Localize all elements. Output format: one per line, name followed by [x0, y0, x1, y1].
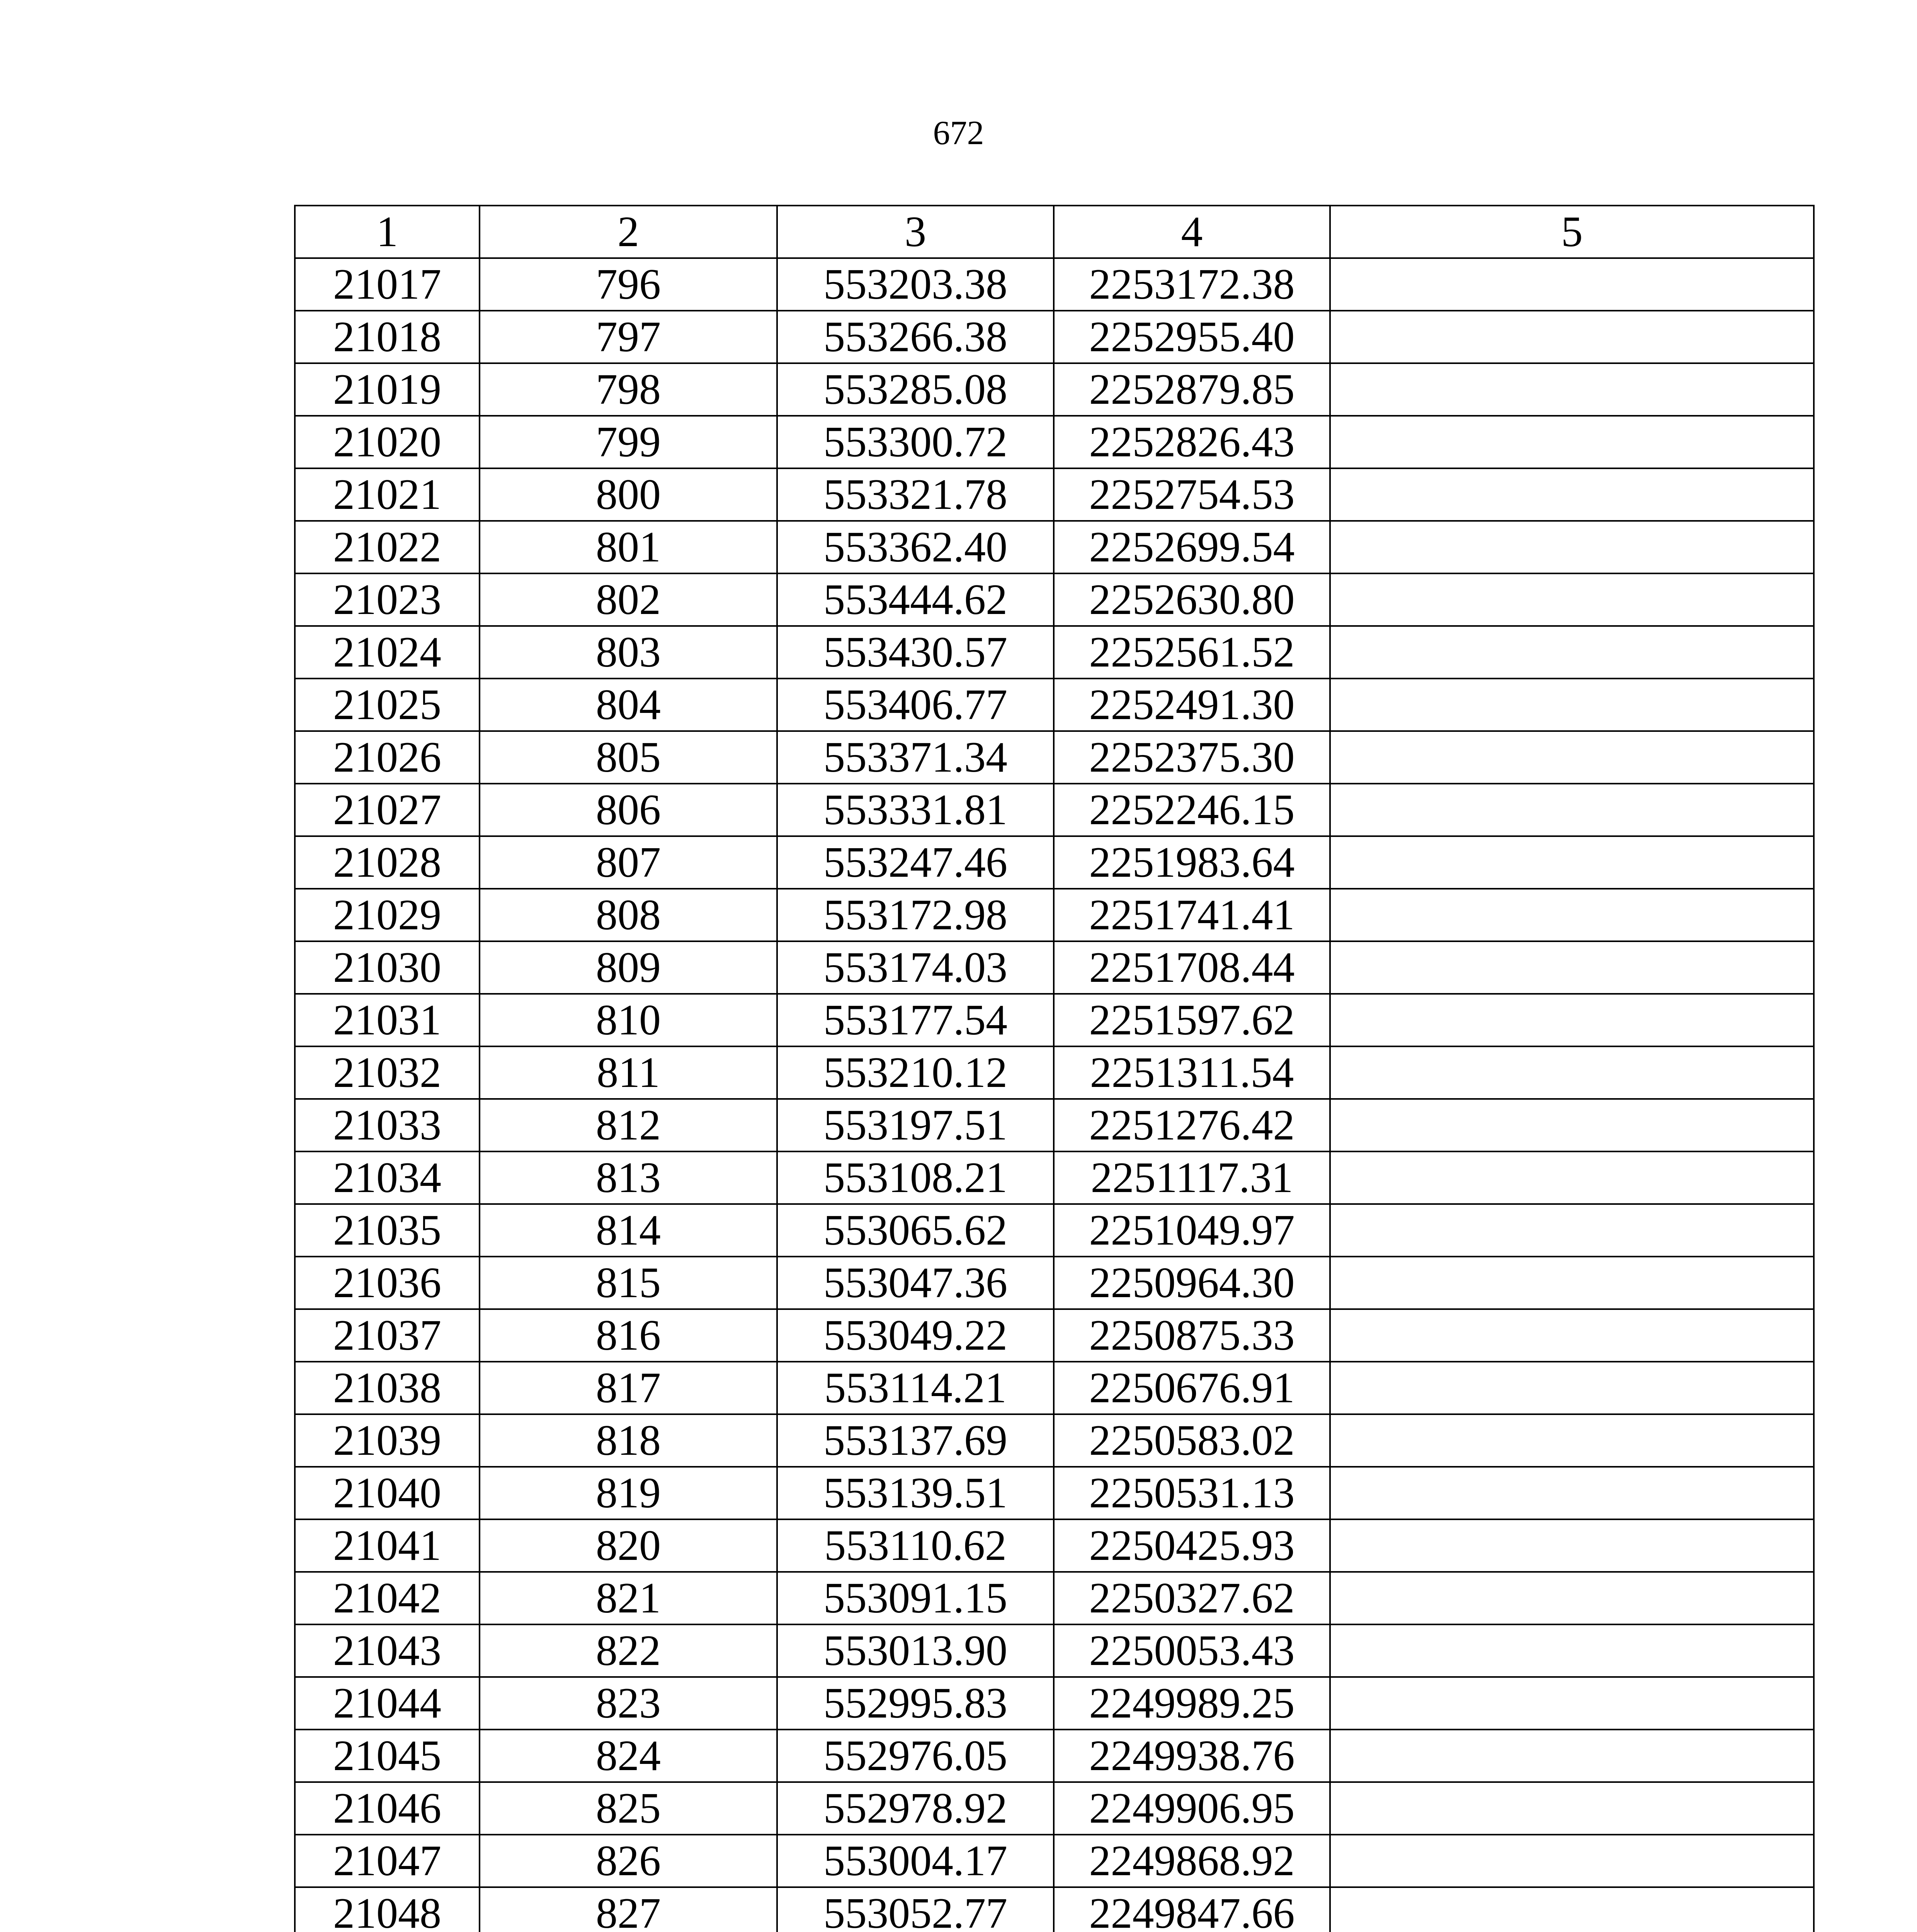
table-row	[295, 1257, 1814, 1309]
table-cell-col-3: 553430.57	[777, 626, 1054, 679]
table-cell-col-5	[1330, 1677, 1814, 1730]
table-cell-col-5	[1330, 1414, 1814, 1467]
table-cell-col-5	[1330, 1046, 1814, 1099]
table-row	[295, 626, 1814, 679]
table-cell-col-5	[1330, 1624, 1814, 1677]
table-cell-col-5	[1330, 468, 1814, 521]
table-row	[295, 679, 1814, 731]
table-cell-col-2: 826	[480, 1835, 777, 1887]
table-cell-col-5	[1330, 521, 1814, 573]
table-cell-col-3: 553065.62	[777, 1204, 1054, 1257]
table-cell-col-3: 553321.78	[777, 468, 1054, 521]
table-cell-col-1: 21045	[295, 1730, 480, 1782]
table-row	[295, 521, 1814, 573]
table-cell-col-1: 21047	[295, 1835, 480, 1887]
table-cell-col-1: 21030	[295, 941, 480, 994]
table-cell-col-3: 553091.15	[777, 1572, 1054, 1624]
table-row	[295, 1467, 1814, 1519]
table-cell-col-1: 21043	[295, 1624, 480, 1677]
table-cell-col-2: 821	[480, 1572, 777, 1624]
table-cell-col-1: 21028	[295, 836, 480, 889]
table-cell-col-5	[1330, 784, 1814, 836]
table-cell-col-2: 820	[480, 1519, 777, 1572]
table-cell-col-4: 2252375.30	[1054, 731, 1330, 784]
table-cell-col-3: 553172.98	[777, 889, 1054, 941]
table-cell-col-4: 2251708.44	[1054, 941, 1330, 994]
table-cell-col-2: 816	[480, 1309, 777, 1362]
table-cell-col-2: 797	[480, 311, 777, 363]
table-cell-col-5	[1330, 1730, 1814, 1782]
table-cell-col-2: 810	[480, 994, 777, 1046]
table-cell-col-1: 21037	[295, 1309, 480, 1362]
table-cell-col-4: 2250425.93	[1054, 1519, 1330, 1572]
table-cell-col-1: 21033	[295, 1099, 480, 1151]
table-cell-col-4: 2250053.43	[1054, 1624, 1330, 1677]
table-cell-col-3: 553047.36	[777, 1257, 1054, 1309]
table-row	[295, 1362, 1814, 1414]
table-row	[295, 994, 1814, 1046]
coordinates-table	[294, 205, 1815, 1932]
table-cell-col-4: 2251741.41	[1054, 889, 1330, 941]
column-header-1: 1	[295, 206, 480, 258]
table-cell-col-1: 21018	[295, 311, 480, 363]
table-cell-col-5	[1330, 1887, 1814, 1932]
table-cell-col-5	[1330, 679, 1814, 731]
table-row	[295, 1099, 1814, 1151]
table-cell-col-2: 807	[480, 836, 777, 889]
table-row	[295, 1519, 1814, 1572]
table-cell-col-3: 553013.90	[777, 1624, 1054, 1677]
table-cell-col-3: 553108.21	[777, 1151, 1054, 1204]
table-cell-col-3: 553139.51	[777, 1467, 1054, 1519]
table-cell-col-5	[1330, 889, 1814, 941]
table-cell-col-3: 553285.08	[777, 363, 1054, 416]
table-cell-col-3: 553049.22	[777, 1309, 1054, 1362]
table-row	[295, 1204, 1814, 1257]
table-cell-col-5	[1330, 1362, 1814, 1414]
table-cell-col-3: 553266.38	[777, 311, 1054, 363]
table-cell-col-4: 2252955.40	[1054, 311, 1330, 363]
table-cell-col-1: 21027	[295, 784, 480, 836]
table-cell-col-2: 800	[480, 468, 777, 521]
table-cell-col-4: 2252491.30	[1054, 679, 1330, 731]
table-cell-col-2: 814	[480, 1204, 777, 1257]
table-cell-col-2: 801	[480, 521, 777, 573]
table-cell-col-4: 2250875.33	[1054, 1309, 1330, 1362]
table-cell-col-3: 553371.34	[777, 731, 1054, 784]
table-cell-col-5	[1330, 573, 1814, 626]
table-cell-col-1: 21041	[295, 1519, 480, 1572]
table-cell-col-5	[1330, 416, 1814, 468]
table-cell-col-1: 21025	[295, 679, 480, 731]
table-cell-col-1: 21034	[295, 1151, 480, 1204]
table-header-row	[295, 206, 1814, 258]
table-cell-col-4: 2252879.85	[1054, 363, 1330, 416]
table-cell-col-4: 2252699.54	[1054, 521, 1330, 573]
table-cell-col-1: 21031	[295, 994, 480, 1046]
table-cell-col-4: 2252826.43	[1054, 416, 1330, 468]
table-cell-col-1: 21036	[295, 1257, 480, 1309]
table-cell-col-5	[1330, 1257, 1814, 1309]
table-cell-col-1: 21048	[295, 1887, 480, 1932]
table-cell-col-2: 812	[480, 1099, 777, 1151]
table-cell-col-2: 803	[480, 626, 777, 679]
table-cell-col-5	[1330, 941, 1814, 994]
table-cell-col-2: 808	[480, 889, 777, 941]
table-cell-col-5	[1330, 1204, 1814, 1257]
table-row	[295, 1782, 1814, 1835]
table-cell-col-1: 21032	[295, 1046, 480, 1099]
table-cell-col-2: 819	[480, 1467, 777, 1519]
table-cell-col-3: 553210.12	[777, 1046, 1054, 1099]
table-cell-col-4: 2252754.53	[1054, 468, 1330, 521]
column-header-2: 2	[480, 206, 777, 258]
table-cell-col-5	[1330, 1572, 1814, 1624]
table-cell-col-4: 2253172.38	[1054, 258, 1330, 311]
table-cell-col-5	[1330, 626, 1814, 679]
table-row	[295, 311, 1814, 363]
table-cell-col-2: 827	[480, 1887, 777, 1932]
table-row	[295, 1151, 1814, 1204]
table-cell-col-3: 553177.54	[777, 994, 1054, 1046]
table-cell-col-3: 553300.72	[777, 416, 1054, 468]
table-cell-col-1: 21040	[295, 1467, 480, 1519]
table-row	[295, 1730, 1814, 1782]
table-cell-col-3: 553004.17	[777, 1835, 1054, 1887]
table-cell-col-2: 818	[480, 1414, 777, 1467]
table-cell-col-2: 796	[480, 258, 777, 311]
table-cell-col-1: 21026	[295, 731, 480, 784]
table-cell-col-1: 21020	[295, 416, 480, 468]
table-cell-col-4: 2250964.30	[1054, 1257, 1330, 1309]
table-cell-col-4: 2252246.15	[1054, 784, 1330, 836]
table-cell-col-3: 553362.40	[777, 521, 1054, 573]
table-cell-col-3: 553247.46	[777, 836, 1054, 889]
table-row	[295, 573, 1814, 626]
table-cell-col-5	[1330, 1151, 1814, 1204]
table-cell-col-1: 21024	[295, 626, 480, 679]
table-cell-col-1: 21046	[295, 1782, 480, 1835]
table-cell-col-5	[1330, 1519, 1814, 1572]
table-cell-col-3: 553052.77	[777, 1887, 1054, 1932]
table-cell-col-2: 798	[480, 363, 777, 416]
table-cell-col-5	[1330, 311, 1814, 363]
table-cell-col-3: 553331.81	[777, 784, 1054, 836]
table-row	[295, 258, 1814, 311]
table-cell-col-3: 553197.51	[777, 1099, 1054, 1151]
column-header-5: 5	[1330, 206, 1814, 258]
column-header-3: 3	[777, 206, 1054, 258]
table-cell-col-5	[1330, 1467, 1814, 1519]
table-row	[295, 1046, 1814, 1099]
table-cell-col-5	[1330, 1835, 1814, 1887]
table-cell-col-4: 2252561.52	[1054, 626, 1330, 679]
table-cell-col-1: 21022	[295, 521, 480, 573]
table-body	[295, 258, 1814, 1932]
table-cell-col-3: 553203.38	[777, 258, 1054, 311]
table-row	[295, 1309, 1814, 1362]
table-cell-col-4: 2249938.76	[1054, 1730, 1330, 1782]
table-cell-col-3: 553174.03	[777, 941, 1054, 994]
table-row	[295, 363, 1814, 416]
page-number: 672	[933, 114, 984, 152]
table-row	[295, 1624, 1814, 1677]
table-cell-col-3: 552978.92	[777, 1782, 1054, 1835]
table-cell-col-5	[1330, 363, 1814, 416]
table-row	[295, 1887, 1814, 1932]
table-cell-col-4: 2251597.62	[1054, 994, 1330, 1046]
table-cell-col-3: 553444.62	[777, 573, 1054, 626]
table-cell-col-1: 21021	[295, 468, 480, 521]
table-cell-col-4: 2249989.25	[1054, 1677, 1330, 1730]
table-cell-col-1: 21017	[295, 258, 480, 311]
table-cell-col-4: 2251311.54	[1054, 1046, 1330, 1099]
table-cell-col-3: 553110.62	[777, 1519, 1054, 1572]
table-cell-col-2: 804	[480, 679, 777, 731]
table-cell-col-5	[1330, 836, 1814, 889]
table-cell-col-4: 2250583.02	[1054, 1414, 1330, 1467]
table-cell-col-3: 553114.21	[777, 1362, 1054, 1414]
table-cell-col-1: 21039	[295, 1414, 480, 1467]
table-row	[295, 941, 1814, 994]
table-row	[295, 1572, 1814, 1624]
table-cell-col-5	[1330, 258, 1814, 311]
table-cell-col-5	[1330, 1099, 1814, 1151]
table-cell-col-2: 806	[480, 784, 777, 836]
table-row	[295, 784, 1814, 836]
table-cell-col-2: 825	[480, 1782, 777, 1835]
table-row	[295, 731, 1814, 784]
table-cell-col-2: 802	[480, 573, 777, 626]
table-cell-col-4: 2252630.80	[1054, 573, 1330, 626]
column-header-4: 4	[1054, 206, 1330, 258]
table-cell-col-2: 809	[480, 941, 777, 994]
table-cell-col-5	[1330, 731, 1814, 784]
table-cell-col-1: 21042	[295, 1572, 480, 1624]
table-cell-col-2: 823	[480, 1677, 777, 1730]
table-cell-col-1: 21035	[295, 1204, 480, 1257]
table-cell-col-1: 21023	[295, 573, 480, 626]
table-row	[295, 1835, 1814, 1887]
table-row	[295, 1414, 1814, 1467]
table-cell-col-1: 21029	[295, 889, 480, 941]
table-cell-col-3: 553137.69	[777, 1414, 1054, 1467]
table-cell-col-5	[1330, 994, 1814, 1046]
table-cell-col-2: 815	[480, 1257, 777, 1309]
table-cell-col-4: 2250531.13	[1054, 1467, 1330, 1519]
table-row	[295, 416, 1814, 468]
table-cell-col-2: 811	[480, 1046, 777, 1099]
table-cell-col-1: 21044	[295, 1677, 480, 1730]
table-cell-col-2: 824	[480, 1730, 777, 1782]
table-cell-col-4: 2251117.31	[1054, 1151, 1330, 1204]
table-cell-col-4: 2249906.95	[1054, 1782, 1330, 1835]
table-cell-col-4: 2249847.66	[1054, 1887, 1330, 1932]
table-cell-col-4: 2251983.64	[1054, 836, 1330, 889]
table-row	[295, 889, 1814, 941]
table-cell-col-2: 813	[480, 1151, 777, 1204]
table-cell-col-4: 2250676.91	[1054, 1362, 1330, 1414]
table-cell-col-4: 2250327.62	[1054, 1572, 1330, 1624]
table-cell-col-3: 552995.83	[777, 1677, 1054, 1730]
table-cell-col-1: 21038	[295, 1362, 480, 1414]
table-row	[295, 836, 1814, 889]
table-cell-col-5	[1330, 1782, 1814, 1835]
table-cell-col-2: 805	[480, 731, 777, 784]
table-cell-col-2: 817	[480, 1362, 777, 1414]
table-cell-col-3: 553406.77	[777, 679, 1054, 731]
table-cell-col-5	[1330, 1309, 1814, 1362]
table-cell-col-2: 799	[480, 416, 777, 468]
table-cell-col-4: 2249868.92	[1054, 1835, 1330, 1887]
table-row	[295, 1677, 1814, 1730]
table-cell-col-3: 552976.05	[777, 1730, 1054, 1782]
table-cell-col-4: 2251276.42	[1054, 1099, 1330, 1151]
table-cell-col-2: 822	[480, 1624, 777, 1677]
table-cell-col-4: 2251049.97	[1054, 1204, 1330, 1257]
table-cell-col-1: 21019	[295, 363, 480, 416]
table-row	[295, 468, 1814, 521]
